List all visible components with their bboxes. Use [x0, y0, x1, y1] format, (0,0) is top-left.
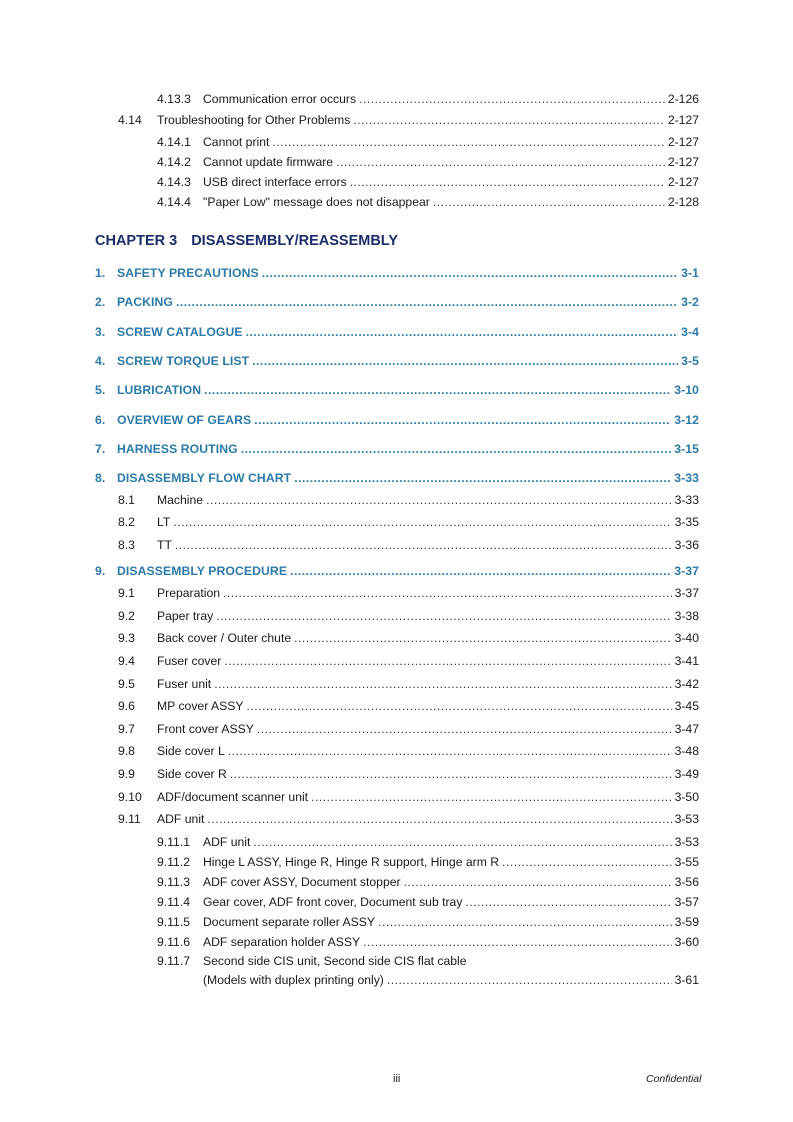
- toc-entry-page: 3-4: [681, 325, 699, 339]
- dot-leader: [502, 855, 672, 870]
- toc-entry-number: 4.14.4: [157, 195, 191, 209]
- toc-entry-number: 8.: [95, 471, 106, 485]
- toc-entry-page: 2-128: [667, 195, 699, 209]
- toc-entry-page: 3-1: [681, 266, 699, 280]
- toc-entry[interactable]: [95, 413, 699, 428]
- toc-entry-page: 3-45: [674, 699, 699, 713]
- toc-entry-number: 4.14.3: [157, 175, 191, 189]
- toc-entry[interactable]: [118, 113, 699, 128]
- toc-entry[interactable]: [118, 699, 699, 714]
- dot-leader: [214, 677, 671, 692]
- toc-entry-label: Gear cover, ADF front cover, Document sub tray: [203, 895, 463, 909]
- toc-entry-label: ADF/document scanner unit: [157, 790, 309, 804]
- dot-leader: [173, 515, 671, 530]
- toc-entry[interactable]: [118, 767, 699, 782]
- toc-entry-label: Document separate roller ASSY: [203, 915, 376, 929]
- toc-entry-page: 3-49: [674, 767, 699, 781]
- chapter-heading: [95, 233, 398, 249]
- toc-entry[interactable]: [95, 295, 699, 310]
- toc-entry[interactable]: [118, 722, 699, 737]
- dot-leader: [433, 195, 665, 210]
- toc-entry-page: 3-53: [674, 812, 699, 826]
- dot-leader: [228, 744, 672, 759]
- toc-entry-number: 9.7: [118, 722, 135, 736]
- toc-entry-number: 9.1: [118, 586, 135, 600]
- toc-entry-number: 5.: [95, 383, 106, 397]
- toc-entry-label-continued: (Models with duplex printing only): [203, 973, 384, 987]
- toc-entry-label: Second side CIS unit, Second side CIS flat cable: [203, 954, 467, 968]
- toc-entry-label: Fuser unit: [157, 677, 212, 691]
- toc-entry-label: Machine: [157, 493, 204, 507]
- dot-leader: [378, 915, 672, 930]
- toc-entry-page: 3-40: [674, 631, 699, 645]
- toc-entry-number: 4.14.1: [157, 135, 191, 149]
- toc-entry-page: 3-38: [674, 609, 699, 623]
- toc-entry[interactable]: [118, 493, 699, 508]
- toc-entry-page: 2-127: [667, 175, 699, 189]
- toc-entry-page: 2-127: [667, 135, 699, 149]
- toc-entry[interactable]: [118, 609, 699, 624]
- toc-entry[interactable]: [157, 895, 699, 910]
- toc-entry-number: 7.: [95, 442, 106, 456]
- toc-entry-label: ADF cover ASSY, Document stopper: [203, 875, 401, 889]
- toc-entry[interactable]: [157, 175, 699, 190]
- toc-entry-number: 9.11.6: [157, 935, 190, 949]
- toc-entry[interactable]: [118, 654, 699, 669]
- toc-entry-label: Side cover R: [157, 767, 227, 781]
- toc-entry-page: 3-48: [674, 744, 699, 758]
- toc-entry-number: 4.: [95, 354, 106, 368]
- dot-leader: [253, 835, 671, 850]
- toc-entry-page: 2-126: [667, 92, 699, 106]
- toc-entry-number: 9.8: [118, 744, 135, 758]
- toc-entry-label: DISASSEMBLY FLOW CHART: [117, 471, 292, 485]
- toc-entry-label: Hinge L ASSY, Hinge R, Hinge R support, Hinge arm R: [203, 855, 500, 869]
- dot-leader: [206, 493, 672, 508]
- toc-entry-page: 3-33: [674, 493, 699, 507]
- dot-leader: [216, 609, 671, 624]
- toc-entry-label: Fuser cover: [157, 654, 222, 668]
- chapter-number: CHAPTER 3: [95, 233, 178, 249]
- toc-entry[interactable]: [118, 812, 699, 827]
- toc-entry-page: 3-56: [674, 875, 699, 889]
- toc-entry-number: 4.13.3: [157, 92, 191, 106]
- dot-leader: [246, 325, 678, 340]
- toc-entry-page: 3-2: [681, 295, 699, 309]
- dot-leader: [353, 113, 665, 128]
- dot-leader: [224, 654, 671, 669]
- toc-entry-page: 3-15: [674, 442, 699, 456]
- toc-entry-page: 2-127: [667, 113, 699, 127]
- toc-entry-page: 3-59: [674, 915, 699, 929]
- toc-entry-label: OVERVIEW OF GEARS: [117, 413, 252, 427]
- toc-entry-label: ADF unit: [157, 812, 205, 826]
- toc-entry-page: 3-47: [674, 722, 699, 736]
- toc-entry[interactable]: [95, 354, 699, 369]
- toc-entry-page: 3-5: [681, 354, 699, 368]
- toc-entry-page: 3-33: [674, 471, 699, 485]
- toc-entry-number: 4.14: [118, 113, 142, 127]
- toc-entry-page: 3-36: [674, 538, 699, 552]
- toc-entry-page: 3-60: [674, 935, 699, 949]
- toc-entry-label: Communication error occurs: [203, 92, 357, 106]
- toc-entry[interactable]: [95, 325, 699, 340]
- toc-entry-page: 3-53: [674, 835, 699, 849]
- toc-entry-number: 9.6: [118, 699, 135, 713]
- toc-entry-number: 8.3: [118, 538, 135, 552]
- toc-entry-label: SCREW CATALOGUE: [117, 325, 243, 339]
- toc-entry-number: 9.11: [118, 812, 141, 826]
- toc-entry-label: MP cover ASSY: [157, 699, 244, 713]
- toc-entry-page: 3-37: [674, 586, 699, 600]
- dot-leader: [404, 875, 672, 890]
- toc-entry-number: 9.11.3: [157, 875, 190, 889]
- toc-entry-label: Front cover ASSY: [157, 722, 254, 736]
- dot-leader: [204, 383, 671, 398]
- toc-entry-label: Cannot update firmware: [203, 155, 334, 169]
- toc-entry-number: 9.: [95, 564, 106, 578]
- toc-entry-label: Back cover / Outer chute: [157, 631, 292, 645]
- toc-entry-label: TT: [157, 538, 172, 552]
- toc-entry[interactable]: [95, 564, 699, 579]
- toc-entry-number: 8.1: [118, 493, 135, 507]
- toc-entry[interactable]: [118, 631, 699, 646]
- toc-entry[interactable]: [118, 586, 699, 601]
- dot-leader: [207, 812, 671, 827]
- toc-entry-number: 2.: [95, 295, 106, 309]
- toc-entry[interactable]: [118, 677, 699, 692]
- toc-entry-number: 9.5: [118, 677, 135, 691]
- toc-entry-number: 9.10: [118, 790, 142, 804]
- toc-entry-label: "Paper Low" message does not disappear: [203, 195, 430, 209]
- toc-entry[interactable]: [118, 790, 699, 805]
- toc-entry-label: Side cover L: [157, 744, 225, 758]
- dot-leader: [246, 699, 671, 714]
- toc-entry-page: 3-61: [674, 973, 699, 987]
- toc-entry[interactable]: [157, 155, 699, 170]
- toc-entry-number: 6.: [95, 413, 106, 427]
- toc-entry-label: Troubleshooting for Other Problems: [157, 113, 351, 127]
- dot-leader: [363, 935, 671, 950]
- dot-leader: [254, 413, 671, 428]
- toc-entry-label: SAFETY PRECAUTIONS: [117, 266, 259, 280]
- toc-entry-number: 9.11.2: [157, 855, 190, 869]
- toc-entry-page: 3-57: [674, 895, 699, 909]
- toc-entry[interactable]: [95, 266, 699, 281]
- dot-leader: [175, 538, 672, 553]
- toc-entry-label: ADF unit: [203, 835, 251, 849]
- toc-entry-number: 9.9: [118, 767, 135, 781]
- dot-leader: [294, 631, 671, 646]
- toc-entry[interactable]: [157, 195, 699, 210]
- toc-entry-number: 8.2: [118, 515, 135, 529]
- chapter-title: DISASSEMBLY/REASSEMBLY: [191, 233, 398, 249]
- toc-entry-label: DISASSEMBLY PROCEDURE: [117, 564, 288, 578]
- toc-entry-number: 9.4: [118, 654, 135, 668]
- toc-entry[interactable]: [157, 135, 699, 150]
- dot-leader: [223, 586, 672, 601]
- toc-entry-number: 9.3: [118, 631, 135, 645]
- toc-entry-page: 3-10: [674, 383, 699, 397]
- toc-entry-page: 3-50: [674, 790, 699, 804]
- dot-leader: [272, 135, 664, 150]
- dot-leader: [387, 971, 672, 990]
- toc-entry-page: 3-12: [674, 413, 699, 427]
- toc-entry-label: Paper tray: [157, 609, 214, 623]
- dot-leader: [176, 295, 678, 310]
- toc-entry-number: 9.11.4: [157, 895, 190, 909]
- dot-leader: [252, 354, 678, 369]
- toc-entry[interactable]: [157, 875, 699, 890]
- toc-entry-label: USB direct interface errors: [203, 175, 347, 189]
- toc-entry[interactable]: [157, 855, 699, 870]
- toc-entry-page: 3-35: [674, 515, 699, 529]
- toc-entry[interactable]: [157, 835, 699, 850]
- toc-entry-label: PACKING: [117, 295, 173, 309]
- toc-entry[interactable]: [95, 471, 699, 486]
- toc-entry[interactable]: [157, 915, 699, 930]
- toc-entry[interactable]: [118, 538, 699, 553]
- footer-page-number: iii: [393, 1073, 401, 1085]
- toc-entry[interactable]: [95, 442, 699, 457]
- toc-entry-number: 1.: [95, 266, 106, 280]
- toc-entry-number: 9.11.5: [157, 915, 190, 929]
- toc-entry[interactable]: [157, 92, 699, 107]
- toc-entry-label: LT: [157, 515, 171, 529]
- toc-entry[interactable]: [118, 744, 699, 759]
- toc-entry[interactable]: [157, 935, 699, 950]
- dot-leader: [241, 442, 672, 457]
- toc-entry-page: 2-127: [667, 155, 699, 169]
- toc-entry-label: ADF separation holder ASSY: [203, 935, 361, 949]
- toc-entry-page: 3-55: [674, 855, 699, 869]
- toc-entry-label: LUBRICATION: [117, 383, 202, 397]
- dot-leader: [336, 155, 665, 170]
- toc-entry[interactable]: [118, 515, 699, 530]
- toc-entry-page: 3-42: [674, 677, 699, 691]
- toc-entry-label: Preparation: [157, 586, 221, 600]
- dot-leader: [290, 564, 671, 579]
- dot-leader: [359, 92, 665, 107]
- toc-entry-number: 9.11.1: [157, 835, 190, 849]
- dot-leader: [311, 790, 672, 805]
- toc-entry-label: SCREW TORQUE LIST: [117, 354, 250, 368]
- dot-leader: [257, 722, 672, 737]
- footer-classification: Confidential: [646, 1073, 702, 1085]
- dot-leader: [294, 471, 671, 486]
- toc-entry-label: Cannot print: [203, 135, 270, 149]
- dot-leader: [230, 767, 672, 782]
- dot-leader: [350, 175, 665, 190]
- dot-leader: [262, 266, 678, 281]
- toc-entry-number: 3.: [95, 325, 106, 339]
- toc-entry[interactable]: [95, 383, 699, 398]
- toc-entry-number: 9.11.7: [157, 954, 190, 968]
- toc-entry-number: 4.14.2: [157, 155, 191, 169]
- toc-entry-multiline[interactable]: [157, 952, 699, 990]
- toc-entry-page: 3-37: [674, 564, 699, 578]
- toc-entry-page: 3-41: [674, 654, 699, 668]
- dot-leader: [465, 895, 671, 910]
- toc-entry-number: 9.2: [118, 609, 135, 623]
- toc-entry-label: HARNESS ROUTING: [117, 442, 238, 456]
